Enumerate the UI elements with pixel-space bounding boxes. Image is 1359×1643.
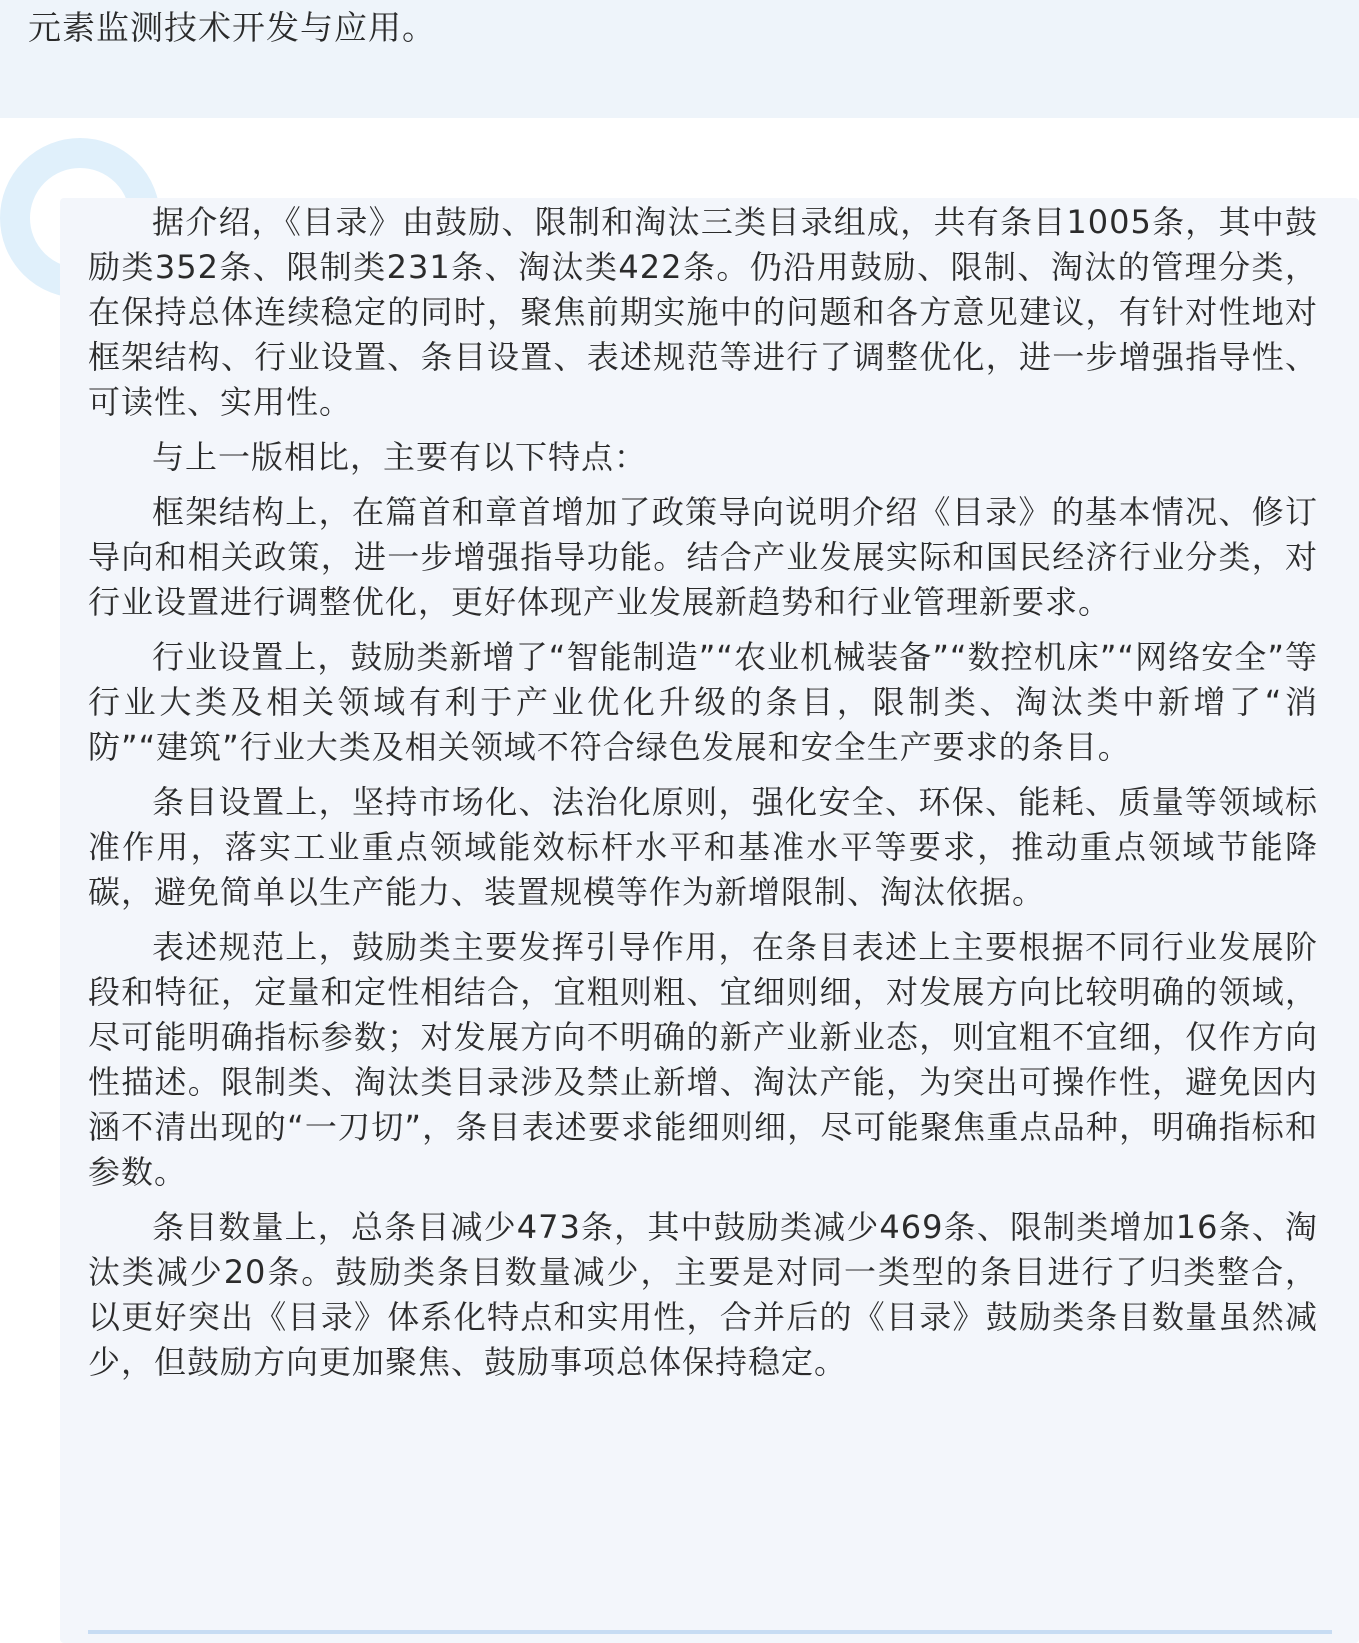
previous-section-panel <box>0 0 1359 118</box>
bottom-divider <box>88 1630 1332 1634</box>
paragraph-entries: 条目设置上，坚持市场化、法治化原则，强化安全、环保、能耗、质量等领域标准作用，落实工业重点领域能效标杆水平和基准水平等要求，推动重点领域节能降碳，避免简单以生产能力、装置规模等作为新增限制、淘汰依据。 <box>88 783 1318 911</box>
previous-section-text: 元素监测技术开发与应用。 <box>28 8 436 47</box>
paragraph-quantity: 条目数量上，总条目减少473条，其中鼓励类减少469条、限制类增加16条、淘汰类减少20条。鼓励类条目数量减少，主要是对同一类型的条目进行了归类整合，以更好突出《目录》体系化特点和实用性，合并后的《目录》鼓励类条目数量虽然减少，但鼓励方向更加聚焦、鼓励事项总体保持稳定。 <box>88 1208 1318 1381</box>
paragraph-features-lead: 与上一版相比，主要有以下特点： <box>152 438 648 476</box>
paragraph-intro: 据介绍，《目录》由鼓励、限制和淘汰三类目录组成，共有条目1005条，其中鼓励类352条、限制类231条、淘汰类422条。仍沿用鼓励、限制、淘汰的管理分类，在保持总体连续稳定的同时，聚焦前期实施中的问题和各方意见建议，有针对性地对框架结构、行业设置、条目设置、表述规范等进行了调整优化，进一步增强指导性、可读性、实用性。 <box>88 203 1318 421</box>
article-body <box>88 200 1318 1395</box>
paragraph-wording: 表述规范上，鼓励类主要发挥引导作用，在条目表述上主要根据不同行业发展阶段和特征，定量和定性相结合，宜粗则粗、宜细则细，对发展方向比较明确的领域，尽可能明确指标参数；对发展方向不明确的新产业新业态，则宜粗不宜细，仅作方向性描述。限制类、淘汰类目录涉及禁止新增、淘汰产能，为突出可操作性，避免因内涵不清出现的“一刀切”，条目表述要求能细则细，尽可能聚焦重点品种，明确指标和参数。 <box>88 928 1318 1191</box>
article-card <box>60 198 1359 1643</box>
paragraph-industry: 行业设置上，鼓励类新增了“智能制造”“农业机械装备”“数控机床”“网络安全”等行业大类及相关领域有利于产业优化升级的条目，限制类、淘汰类中新增了“消防”“建筑”行业大类及相关领域不符合绿色发展和安全生产要求的条目。 <box>88 638 1318 766</box>
paragraph-framework: 框架结构上，在篇首和章首增加了政策导向说明介绍《目录》的基本情况、修订导向和相关政策，进一步增强指导功能。结合产业发展实际和国民经济行业分类，对行业设置进行调整优化，更好体现产业发展新趋势和行业管理新要求。 <box>88 493 1318 621</box>
